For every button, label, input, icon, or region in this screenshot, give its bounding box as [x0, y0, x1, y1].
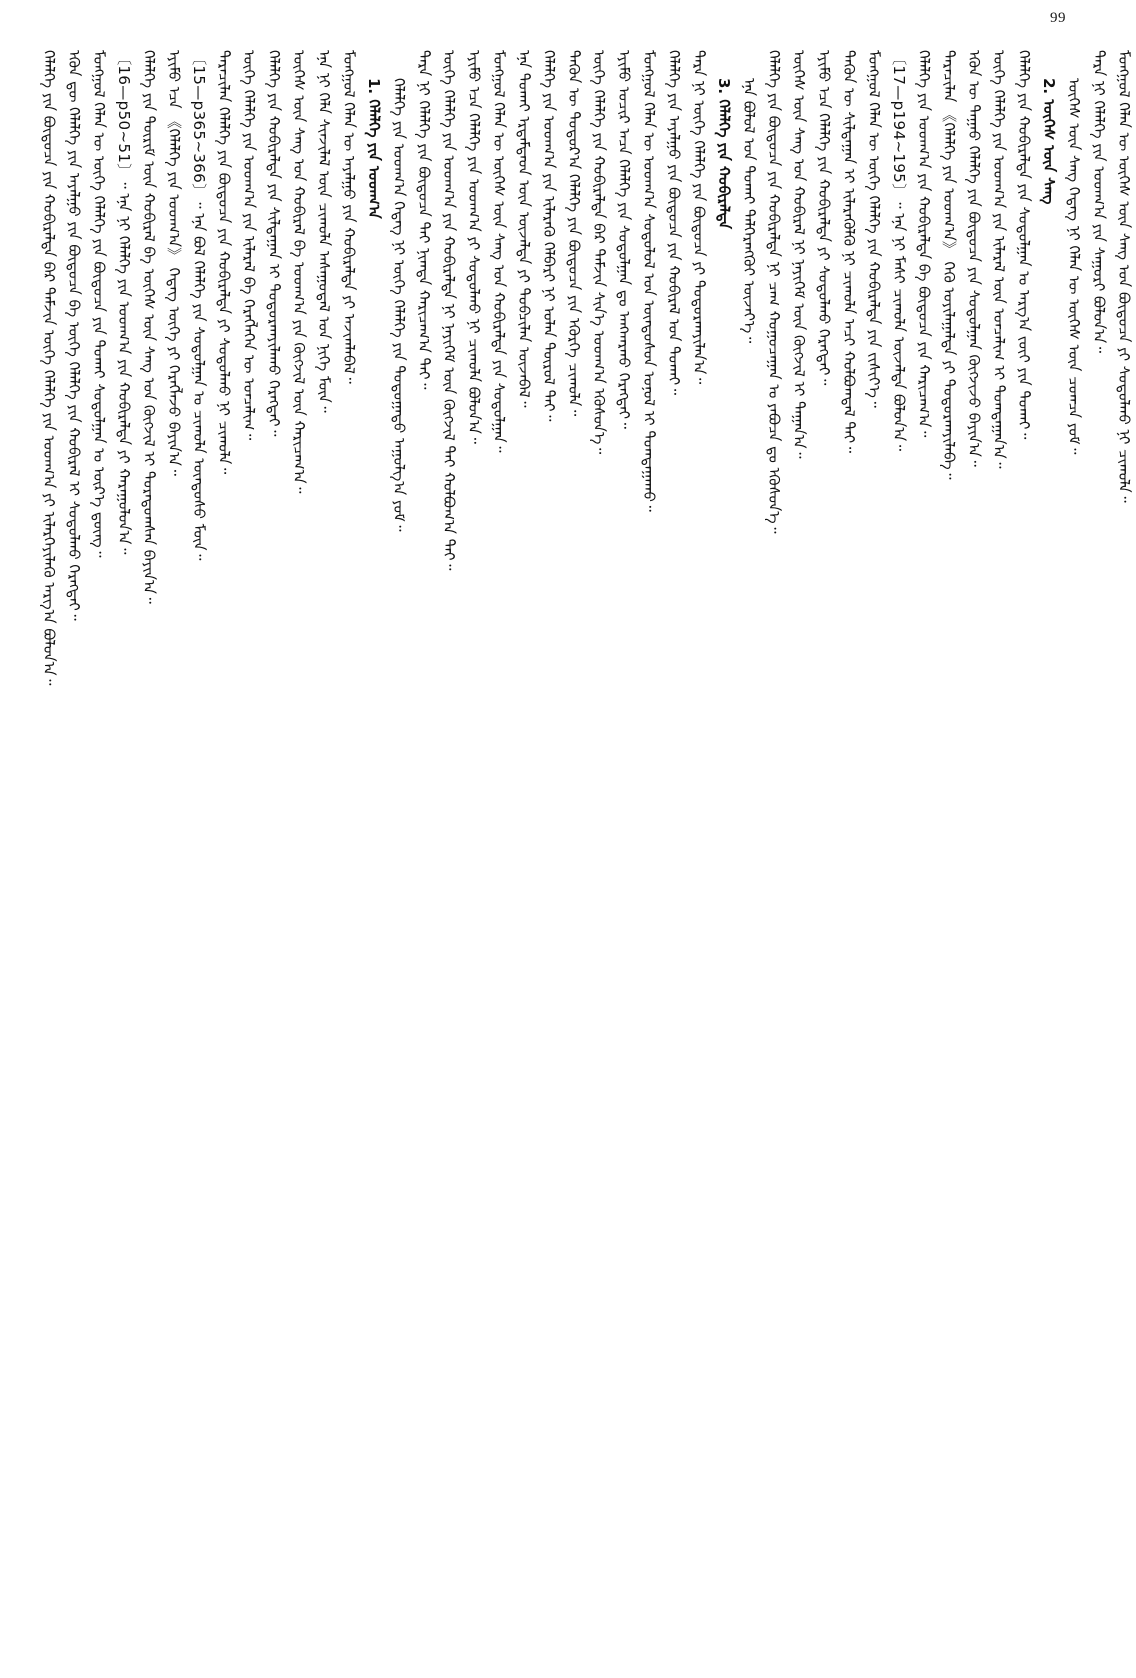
text-column: ᠡᠭᠦᠨ ᠳᠦ ᠬᠡᠯᠡᠯᠭᠡ ᠶᠢᠨ ᠠᠶᠠᠯᠭᠤ ᠶᠢᠨ ᠪᠦᠲᠦᠴᠡ ᠪᠡ ᠦᠭᠡ ᠬᠡᠯᠡᠯᠭᠡ ᠶᠢᠨ ᠬᠤᠪᠢᠷᠠᠯ ᠢ ᠰᠤᠳᠤᠯᠬᠤ ᠬᠡᠷᠡᠭᠲᠡᠶ᠃: [65, 50, 83, 621]
text-column: ᠬᠡᠯᠡᠯᠭᠡ ᠶᠢᠨ ᠳᠦᠷᠢᠮ ᠦᠨ ᠬᠤᠪᠢᠷᠠᠯ ᠪᠠ ᠦᠭᠡᠰ ᠦᠨ ᠰᠠᠩ ᠤᠨ ᠬᠦᠭᠵᠢᠯ ᠢ ᠳᠤᠷᠠᠳᠤᠭᠰᠠᠨ ᠪᠠᠶᠢᠨ᠎ᠠ᠃: [140, 50, 158, 604]
text-column: ᠬᠡᠯᠡᠯᠭᠡ ᠶᠢᠨ ᠠᠶᠠᠯᠭᠤ ᠶᠢᠨ ᠪᠦᠲᠦᠴᠡ ᠶᠢᠨ ᠬᠤᠪᠢᠷᠠᠯ ᠤᠨ ᠲᠤᠬᠠᠶ᠃: [665, 50, 683, 395]
text-column: ᠲᠡᠷᠡᠴᠢᠯᠡᠨ ᠬᠡᠯᠡᠯᠭᠡ ᠶᠢᠨ ᠪᠦᠲᠦᠴᠡ ᠶᠢᠨ ᠬᠤᠪᠢᠷᠠᠯᠲᠠ ᠶᠢ ᠰᠤᠳᠤᠯᠬᠤ ᠨᠢ ᠴᠢᠬᠤᠯᠠ᠃: [215, 50, 233, 475]
text-column: ᠲᠡᠷᠡᠴᠢᠯᠡᠨ 《ᠬᠡᠯᠡᠯᠭᠡ ᠶᠢᠨ ᠤᠳᠬ᠎ᠠ》 ᠭᠡᠬᠦ ᠣᠶᠢᠯᠠᠭᠠᠯᠲᠠ ᠶᠢ ᠲᠣᠳᠣᠷᠬᠠᠶᠢᠯᠠᠪᠠ᠃: [940, 50, 958, 480]
text-column: ᠡᠨᠡ ᠲᠤᠬᠠᠢ ᠡᠷᠳᠡᠮᠲᠡᠳ ᠦᠨ ᠦᠵᠡᠯᠲᠡ ᠶᠢ ᠲᠣᠪᠴᠢᠯᠠᠨ ᠦᠵᠡᠪᠡᠯ᠃: [515, 50, 533, 408]
text-column: ᠦᠭᠡ ᠬᠡᠯᠡᠯᠭᠡ ᠶᠢᠨ ᠬᠤᠪᠢᠷᠠᠯᠲᠠ ᠪᠠᠷ ᠳᠠᠮᠵᠢᠨ ᠰᠢᠨ᠎ᠡ ᠤᠳᠬ᠎ᠠ ᠡᠭᠦᠰᠦᠨ᠎ᠡ᠃: [590, 50, 608, 455]
text-column: ᠡᠶᠢᠮᠦ ᠡᠴᠡ ᠬᠡᠯᠡᠯᠭᠡ ᠶᠢᠨ ᠤᠳᠬ᠎ᠠ ᠶᠢ ᠰᠤᠳᠤᠯᠬᠤ ᠨᠢ ᠴᠢᠬᠤᠯᠠ ᠪᠣᠯᠤᠨ᠎ᠠ᠃: [465, 50, 483, 444]
text-column: ᠬᠡᠯᠡᠯᠭᠡ ᠶᠢᠨ ᠪᠦᠲᠦᠴᠡ ᠶᠢᠨ ᠬᠤᠪᠢᠷᠠᠯᠲᠠ ᠪᠠᠷ ᠳᠠᠮᠵᠢᠨ ᠦᠭᠡ ᠬᠡᠯᠡᠯᠭᠡ ᠶᠢᠨ ᠤᠳᠬ᠎ᠠ ᠶᠢ ᠢᠯᠡᠷᠬᠡᠶᠢᠯᠡᠬᠦ ᠠᠷᠭ᠎ᠠ ᠪᠣᠯᠤᠨ᠎ᠠ᠃: [40, 50, 58, 686]
text-column: ᠲᠡᠭᠦᠨ ᠦ ᠰᠢᠯᠲᠠᠭᠠᠨ ᠢ ᠢᠯᠡᠷᠡᠭᠦᠯᠬᠦ ᠨᠢ ᠴᠢᠬᠤᠯᠠ ᠠᠴᠢ ᠬᠣᠯᠪᠣᠭᠳᠠᠯ ᠲᠠᠶ᠃: [840, 50, 858, 454]
text-column: ᠬᠡᠯᠡᠯᠭᠡ ᠶᠢᠨ ᠬᠤᠪᠢᠷᠠᠯᠲᠠ ᠶᠢᠨ ᠰᠢᠯᠲᠠᠭᠠᠨ ᠢ ᠲᠣᠳᠣᠷᠬᠠᠶᠢᠯᠠᠬᠤ ᠬᠡᠷᠡᠭᠲᠡᠶ᠃: [265, 50, 283, 437]
text-column: ᠮᠣᠩᠭᠤᠯ ᠬᠡᠯᠡᠨ ᠦ ᠦᠭᠡ ᠬᠡᠯᠡᠯᠭᠡ ᠶᠢᠨ ᠬᠤᠪᠢᠷᠠᠯᠲᠠ ᠶᠢᠨ ᠵᠢᠱᠢᠶ᠎ᠡ᠃: [865, 50, 883, 408]
text-column: ᠮᠣᠩᠭᠤᠯ ᠬᠡᠯᠡᠨ ᠦ ᠦᠭᠡ ᠬᠡᠯᠡᠯᠭᠡ ᠶᠢᠨ ᠪᠦᠲᠦᠴᠡ ᠶᠢᠨ ᠲᠤᠬᠠᠢ ᠰᠤᠳᠤᠯᠭᠠᠨ ᠤ ᠦᠷ᠎ᠡ ᠳ᠋ᠦᠩ᠃: [90, 50, 108, 558]
page-body: [36, 50, 1133, 1662]
text-column: ᠦᠭᠡ ᠬᠡᠯᠡᠯᠭᠡ ᠶᠢᠨ ᠤᠳᠬ᠎ᠠ ᠶᠢᠨ ᠬᠤᠪᠢᠷᠠᠯᠲᠠ ᠨᠢ ᠨᠡᠶᠢᠭᠡᠮ ᠦᠨ ᠬᠦᠭᠵᠢᠯ ᠲᠡᠶ ᠬᠣᠯᠪᠣᠭ᠎ᠠ ᠲᠠᠶ᠃: [440, 50, 458, 571]
text-column: ᠡᠨᠡ ᠨᠢ ᠬᠡᠯᠡ ᠰᠢᠨᠵᠢᠯᠡᠯ ᠦᠨ ᠴᠢᠬᠤᠯᠠ ᠠᠰᠠᠭᠤᠳᠠᠯ ᠤᠨ ᠨᠢᠭᠡ ᠮᠦᠨ᠃: [315, 50, 333, 413]
text-column: ᠡᠨᠡ ᠪᠣᠯᠤᠯ ᠤᠨ ᠲᠤᠬᠠᠶ ᠳᠡᠯᠭᠡᠷᠡᠩᠭᠦᠶ ᠦᠵᠡᠶ᠎ᠡ᠃: [740, 78, 758, 344]
text-column: 〔16—p50~51〕᠃ ᠡᠨᠡ ᠨᠢ ᠬᠡᠯᠡᠯᠭᠡ ᠶᠢᠨ ᠤᠳᠬ᠎ᠠ ᠶᠢᠨ ᠬᠤᠪᠢᠷᠠᠯᠲᠠ ᠶᠢ ᠬᠠᠷᠠᠭᠤᠯᠤᠨ᠎ᠠ᠃: [115, 50, 133, 555]
section-heading-2: 2. ᠦᠭᠡᠰ ᠦᠨ ᠰᠠᠩ: [1040, 78, 1058, 205]
text-column: ᠲᠡᠷᠡ ᠨᠢ ᠦᠭᠡ ᠬᠡᠯᠡᠯᠭᠡ ᠶᠢᠨ ᠪᠦᠲᠦᠴᠡ ᠶᠢ ᠲᠣᠳᠣᠷᠬᠠᠶᠢᠯᠠᠨ᠎ᠠ᠃: [690, 50, 708, 385]
text-column: ᠮᠣᠩᠭᠤᠯ ᠬᠡᠯᠡᠨ ᠦ ᠤᠳᠬ᠎ᠠ ᠰᠤᠳᠤᠯᠤᠯ ᠤᠨ ᠦᠨᠳᠦᠰᠦᠨ ᠣᠨᠣᠯ ᠢ ᠲᠣᠭᠲᠠᠭᠠᠬᠤ᠃: [640, 50, 658, 512]
text-column: 〔15—p365~366〕᠃ ᠡᠨᠡ ᠪᠣᠯ ᠬᠡᠯᠡᠯᠭᠡ ᠶᠢᠨ ᠰᠤᠳᠤᠯᠭᠠᠨ ᠤ ᠴᠢᠬᠤᠯᠠ ᠦᠨᠳᠦᠰᠦ ᠮᠦᠨ᠃: [190, 50, 208, 561]
text-block-right: [711, 50, 1136, 1662]
text-column: ᠲᠡᠭᠦᠨ ᠦ ᠳᠣᠲᠣᠷ᠎ᠠ ᠬᠡᠯᠡᠯᠭᠡ ᠶᠢᠨ ᠪᠦᠲᠦᠴᠡ ᠶᠢᠨ ᠡᠭᠦᠷᠭᠡ ᠴᠢᠬᠤᠯᠠ᠃: [565, 50, 583, 417]
text-column: ᠲᠡᠷᠡ ᠨᠢ ᠬᠡᠯᠡᠯᠭᠡ ᠶᠢᠨ ᠪᠦᠲᠦᠴᠡ ᠲᠡᠶ ᠨᠢᠭᠲᠠ ᠬᠠᠷᠢᠴᠠᠭ᠎ᠠ ᠲᠠᠶ᠃: [415, 50, 433, 390]
text-block-left: [36, 50, 711, 1662]
section-heading-1: 1. ᠬᠡᠯᠡᠯᠭᠡ ᠶᠢᠨ ᠤᠳᠬ᠎ᠠ: [365, 78, 383, 219]
text-column: ᠡᠭᠦᠨ ᠦ ᠳᠠᠭᠠᠤ ᠬᠡᠯᠡᠯᠭᠡ ᠶᠢᠨ ᠪᠦᠲᠦᠴᠡ ᠶᠢᠨ ᠰᠤᠳᠤᠯᠭᠠᠨ ᠬᠦᠭᠵᠢᠵᠦ ᠪᠠᠶᠢᠨ᠎ᠠ᠃: [965, 50, 983, 467]
text-column: ᠦᠭᠡ ᠬᠡᠯᠡᠯᠭᠡ ᠶᠢᠨ ᠤᠳᠬ᠎ᠠ ᠶᠢᠨ ᠢᠯᠡᠷᠡᠯ ᠪᠠ ᠬᠡᠷᠡᠭᠯᠡᠭᠡᠨ ᠦ ᠣᠨᠴᠠᠯᠢᠭ᠃: [240, 50, 258, 441]
text-column: ᠡᠶᠢᠮᠦ ᠡᠴᠡ ᠬᠡᠯᠡᠯᠭᠡ ᠶᠢᠨ ᠬᠤᠪᠢᠷᠠᠯᠲᠠ ᠶᠢ ᠰᠤᠳᠤᠯᠬᠤ ᠬᠡᠷᠡᠭᠲᠡᠶ᠃: [815, 50, 833, 386]
page-number: 99: [1050, 10, 1066, 26]
section-heading-3: 3. ᠬᠡᠯᠡᠯᠭᠡ ᠶᠢᠨ ᠬᠤᠪᠢᠷᠠᠯᠲᠠ: [715, 78, 733, 230]
text-column: ᠦᠭᠡᠰ ᠦᠨ ᠰᠠᠩ ᠤᠨ ᠬᠤᠪᠢᠷᠠᠯ ᠨᠢ ᠨᠡᠶᠢᠭᠡᠮ ᠦᠨ ᠬᠦᠭᠵᠢᠯ ᠢ ᠳᠠᠭᠠᠨ᠎ᠠ᠃: [790, 50, 808, 459]
text-column: ᠮᠣᠩᠭᠤᠯ ᠬᠡᠯᠡᠨ ᠦ ᠠᠶᠠᠯᠭᠤ ᠶᠢᠨ ᠬᠤᠪᠢᠷᠠᠯᠲᠠ ᠶᠢ ᠠᠵᠢᠭᠯᠠᠪᠠᠯ᠃: [340, 50, 358, 384]
text-column: ᠡᠶᠢᠮᠦ ᠤᠴᠢᠷ ᠠᠴᠠ ᠬᠡᠯᠡᠯᠭᠡ ᠶᠢᠨ ᠰᠤᠳᠤᠯᠭᠠᠨ ᠳᠤ ᠠᠩᠬᠠᠷᠬᠤ ᠬᠡᠷᠡᠭᠲᠡᠶ᠃: [615, 50, 633, 429]
text-column: ᠬᠡᠯᠡᠯᠭᠡ ᠶᠢᠨ ᠤᠳᠬ᠎ᠠ ᠶᠢᠨ ᠢᠯᠡᠷᠡᠬᠦ ᠬᠡᠯᠪᠡᠷᠢ ᠨᠢ ᠣᠯᠠᠨ ᠲᠦᠷᠦᠯ ᠲᠡᠶ᠃: [540, 50, 558, 422]
text-column: ᠮᠣᠩᠭᠤᠯ ᠬᠡᠯᠡᠨ ᠦ ᠦᠭᠡᠰ ᠦᠨ ᠰᠠᠩ ᠤᠨ ᠬᠤᠪᠢᠷᠠᠯᠲᠠ ᠶᠢᠨ ᠰᠤᠳᠤᠯᠭᠠᠨ᠃: [490, 50, 508, 453]
text-column: ᠬᠡᠯᠡᠯᠭᠡ ᠶᠢᠨ ᠤᠳᠬ᠎ᠠ ᠭᠡᠳᠡᠭ ᠨᠢ ᠦᠭᠡ ᠬᠡᠯᠡᠯᠭᠡ ᠶᠢᠨ ᠳᠣᠲᠣᠭᠠᠳᠤ ᠠᠭᠤᠯᠭ᠎ᠠ ᠶᠤᠮ᠃: [390, 78, 408, 532]
text-column: ᠦᠭᠡᠰ ᠦᠨ ᠰᠠᠩ ᠭᠡᠳᠡᠭ ᠨᠢ ᠬᠡᠯᠡᠨ ᠦ ᠦᠭᠡᠰ ᠦᠨ ᠴᠣᠭᠴᠠ ᠶᠤᠮ᠃: [1065, 78, 1083, 455]
text-column: ᠡᠶᠢᠮᠦ ᠡᠴᠡ 《ᠬᠡᠯᠡᠯᠭᠡ ᠶᠢᠨ ᠤᠳᠬ᠎ᠠ》 ᠭᠡᠳᠡᠭ ᠦᠭᠡ ᠶᠢ ᠬᠡᠷᠡᠭᠯᠡᠵᠦ ᠪᠠᠶᠢᠨ᠎ᠠ᠃: [165, 50, 183, 476]
text-column: ᠮᠣᠩᠭᠤᠯ ᠬᠡᠯᠡᠨ ᠦ ᠦᠭᠡᠰ ᠦᠨ ᠰᠠᠩ ᠤᠨ ᠪᠦᠲᠦᠴᠡ ᠶᠢ ᠰᠤᠳᠤᠯᠬᠤ ᠨᠢ ᠴᠢᠬᠤᠯᠠ᠃: [1115, 50, 1133, 503]
text-column: ᠬᠡᠯᠡᠯᠭᠡ ᠶᠢᠨ ᠬᠤᠪᠢᠷᠠᠯᠲᠠ ᠶᠢᠨ ᠰᠤᠳᠤᠯᠭᠠᠨ ᠤ ᠠᠷᠭ᠎ᠠ ᠵᠦᠢ ᠶᠢᠨ ᠲᠤᠬᠠᠶ᠃: [1015, 50, 1033, 440]
text-column: ᠲᠡᠷᠡ ᠨᠢ ᠬᠡᠯᠡᠯᠭᠡ ᠶᠢᠨ ᠤᠳᠬ᠎ᠠ ᠶᠢᠨ ᠰᠠᠭᠤᠷᠢ ᠪᠣᠯᠤᠨ᠎ᠠ᠃: [1090, 50, 1108, 354]
text-column: ᠬᠡᠯᠡᠯᠭᠡ ᠶᠢᠨ ᠤᠳᠬ᠎ᠠ ᠶᠢᠨ ᠬᠤᠪᠢᠷᠠᠯᠲᠠ ᠪᠠ ᠪᠦᠲᠦᠴᠡ ᠶᠢᠨ ᠬᠠᠷᠢᠴᠠᠭ᠎ᠠ᠃: [915, 50, 933, 438]
text-column: ᠬᠡᠯᠡᠯᠭᠡ ᠶᠢᠨ ᠪᠦᠲᠦᠴᠡ ᠶᠢᠨ ᠬᠤᠪᠢᠷᠠᠯᠲᠠ ᠨᠢ ᠴᠠᠭ ᠬᠤᠭᠤᠴᠠᠭᠠᠨ ᠤ ᠶᠠᠪᠤᠴᠠ ᠳᠤ ᠡᠭᠦᠰᠦᠨ᠎ᠡ᠃: [765, 50, 783, 534]
text-column: 〔17—p194~195〕᠃ ᠡᠨᠡ ᠨᠢ ᠮᠠᠰᠢ ᠴᠢᠬᠤᠯᠠ ᠦᠵᠡᠯᠲᠡ ᠪᠣᠯᠤᠨ᠎ᠠ᠃: [890, 50, 908, 452]
text-column: ᠦᠭᠡ ᠬᠡᠯᠡᠯᠭᠡ ᠶᠢᠨ ᠤᠳᠬ᠎ᠠ ᠶᠢᠨ ᠢᠯᠡᠷᠡᠯ ᠦᠨ ᠣᠨᠴᠠᠯᠢᠭ ᠢ ᠲᠣᠭᠲᠠᠭᠠᠨ᠎ᠠ᠃: [990, 50, 1008, 469]
text-column: ᠦᠭᠡᠰ ᠦᠨ ᠰᠠᠩ ᠤᠨ ᠬᠤᠪᠢᠷᠠᠯ ᠪᠠ ᠤᠳᠬ᠎ᠠ ᠶᠢᠨ ᠬᠦᠭᠵᠢᠯ ᠦᠨ ᠬᠠᠷᠢᠴᠠᠭ᠎ᠠ᠃: [290, 50, 308, 494]
